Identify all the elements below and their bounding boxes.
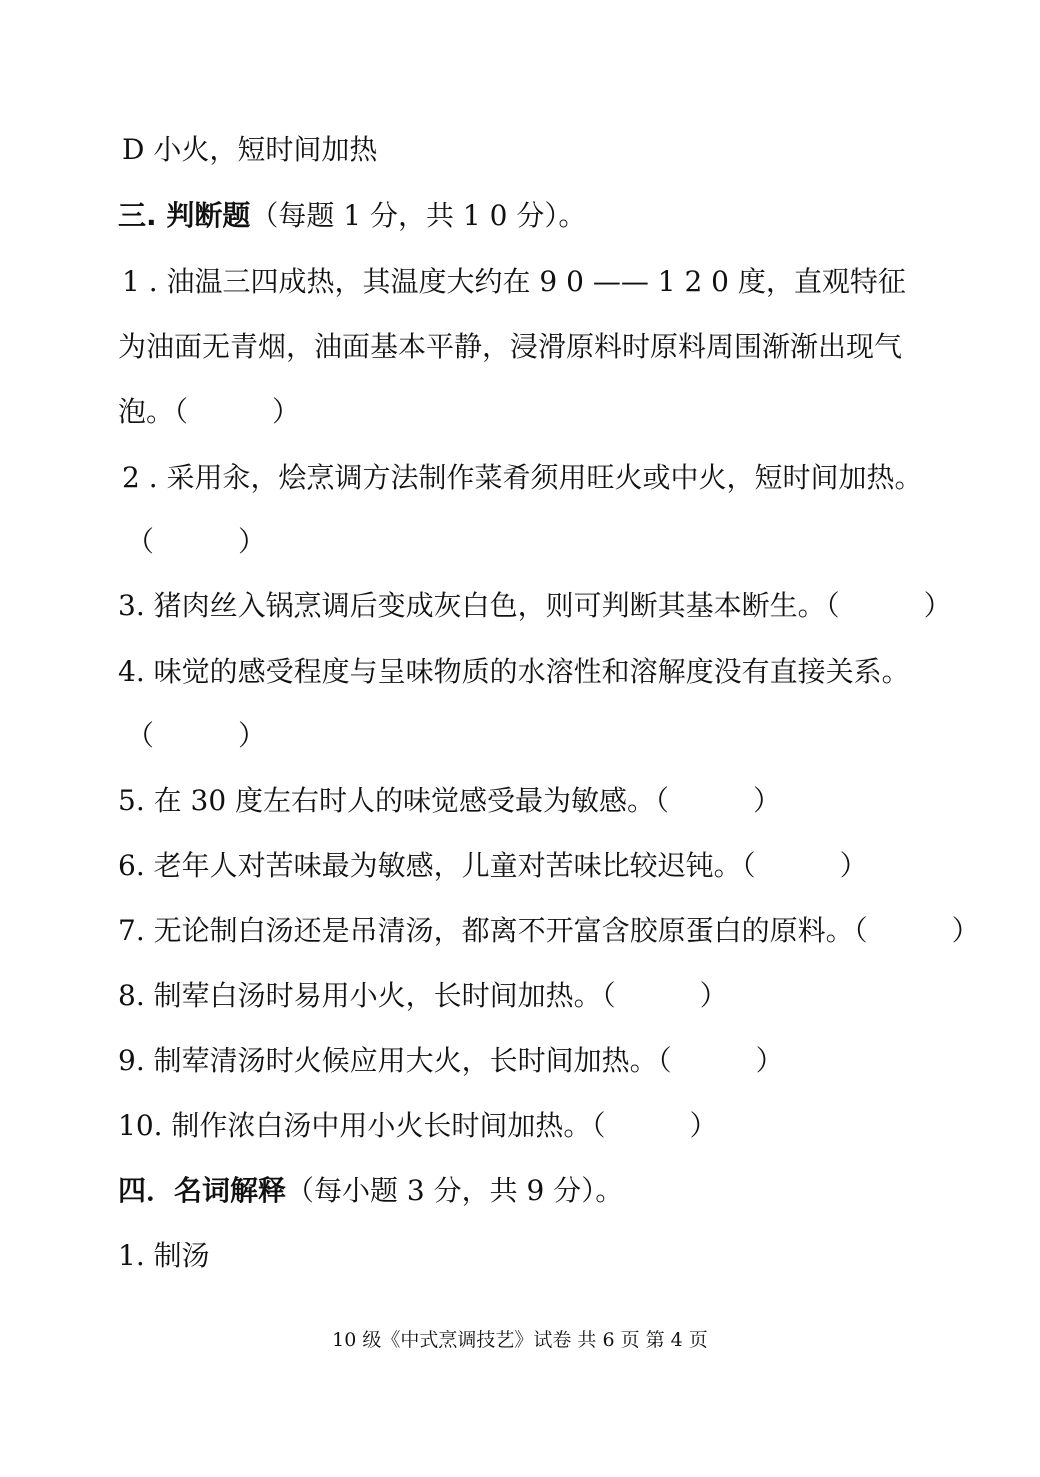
question-2-line-1: 2 . 采用汆，烩烹调方法制作菜肴须用旺火或中火，短时间加热。 bbox=[122, 461, 923, 494]
question-8-answer-blank: （ ） bbox=[601, 979, 728, 1012]
question-6-answer-blank: （ ） bbox=[741, 849, 868, 882]
question-1-line-2: 为油面无青烟，油面基本平静，浸滑原料时原料周围渐渐出现气 bbox=[118, 330, 903, 363]
question-10-answer-blank: （ ） bbox=[591, 1109, 718, 1142]
question-2-answer-blank: （ ） bbox=[126, 525, 267, 558]
question-7 bbox=[118, 911, 980, 951]
question-4-line-1: 4. 味觉的感受程度与呈味物质的水溶性和溶解度没有直接关系。 bbox=[118, 655, 910, 688]
section-4-note: （每小题 3 分，共 9 分）。 bbox=[286, 1174, 624, 1207]
question-9 bbox=[118, 1041, 784, 1081]
question-6-text: 6. 老年人对苦味最为敏感，儿童对苦味比较迟钝。 bbox=[118, 849, 742, 882]
question-4-answer-blank: （ ） bbox=[126, 719, 267, 752]
section-3-heading bbox=[118, 196, 586, 236]
question-8-text: 8. 制荤白汤时易用小火，长时间加热。 bbox=[118, 979, 602, 1012]
question-1-line-3 bbox=[118, 392, 300, 432]
prev-question-option-d: D 小火，短时间加热 bbox=[122, 133, 378, 166]
question-5-answer-blank: （ ） bbox=[655, 784, 782, 817]
question-8 bbox=[118, 976, 728, 1016]
question-1-answer-blank: （ ） bbox=[174, 395, 301, 428]
section-4-title: 四．名词解释 bbox=[118, 1174, 287, 1207]
question-10 bbox=[118, 1106, 717, 1146]
question-7-text: 7. 无论制白汤还是吊清汤，都离不开富含胶原蛋白的原料。 bbox=[118, 914, 854, 947]
question-5 bbox=[118, 781, 781, 821]
question-10-text: 10. 制作浓白汤中用小火长时间加热。 bbox=[118, 1109, 592, 1142]
question-9-answer-blank: （ ） bbox=[657, 1044, 784, 1077]
question-3 bbox=[118, 586, 952, 626]
question-5-text: 5. 在 30 度左右时人的味觉感受最为敏感。 bbox=[118, 784, 656, 817]
section-4-heading bbox=[118, 1171, 623, 1211]
section-4-question-1: 1. 制汤 bbox=[118, 1239, 210, 1272]
question-1-line-3-text: 泡。 bbox=[118, 395, 175, 428]
section-3-note: （每题 1 分，共 1 0 分）。 bbox=[250, 199, 587, 232]
question-9-text: 9. 制荤清汤时火候应用大火，长时间加热。 bbox=[118, 1044, 658, 1077]
question-6 bbox=[118, 846, 868, 886]
question-7-answer-blank: （ ） bbox=[853, 914, 980, 947]
question-3-answer-blank: （ ） bbox=[825, 589, 952, 622]
question-1-line-1: 1 . 油温三四成热，其温度大约在 9 0 —— 1 2 0 度，直观特征 bbox=[122, 265, 906, 298]
question-3-text: 3. 猪肉丝入锅烹调后变成灰白色，则可判断其基本断生。 bbox=[118, 589, 826, 622]
page-footer: 10 级《中式烹调技艺》试卷 共 6 页 第 4 页 bbox=[332, 1329, 708, 1351]
section-3-title: 三. 判断题 bbox=[118, 199, 251, 232]
